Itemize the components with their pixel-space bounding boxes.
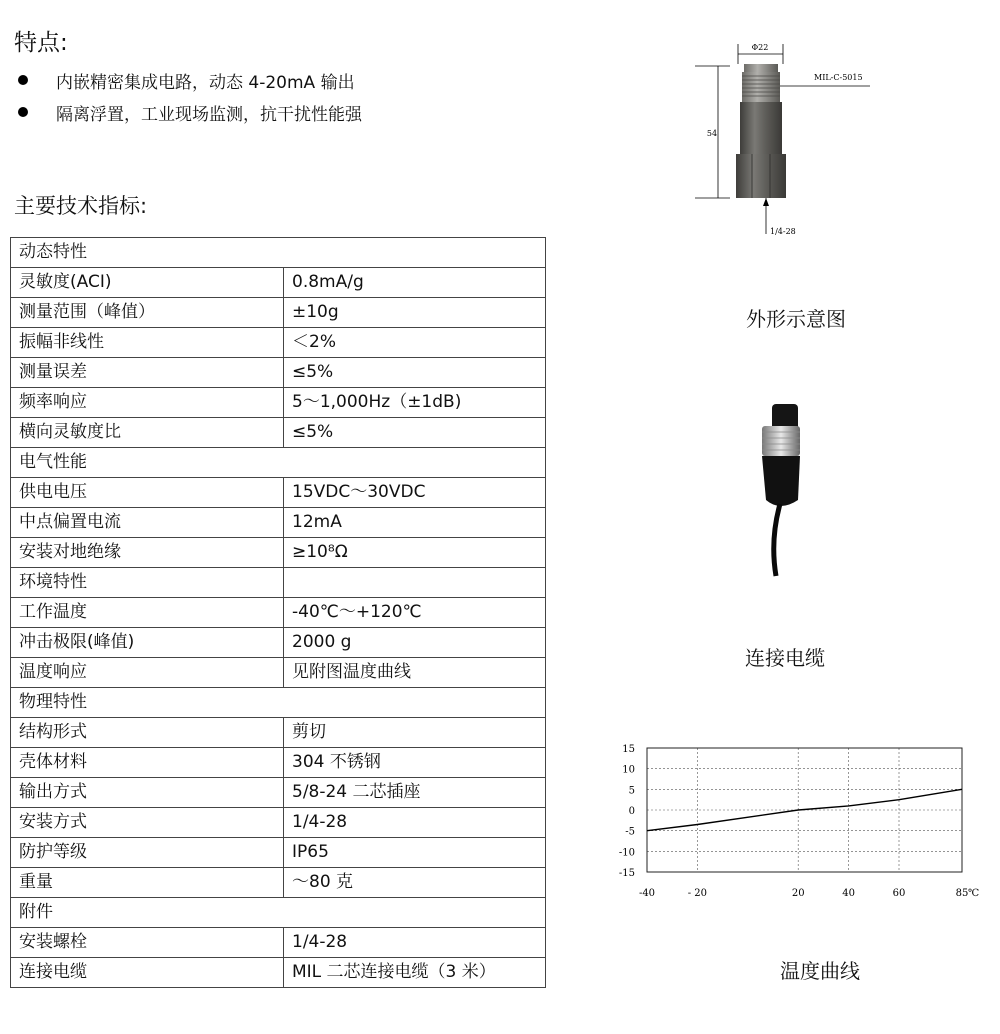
spec-value: MIL 二芯连接电缆（3 米）	[284, 958, 546, 988]
bullet-dot-icon	[18, 107, 28, 117]
x-tick-label: 40	[842, 888, 855, 899]
spec-section-row	[11, 688, 546, 718]
connector-thread	[742, 72, 780, 102]
y-tick-label: 10	[622, 764, 635, 776]
spec-key: 安装螺栓	[11, 928, 284, 958]
series-line	[647, 789, 962, 830]
spec-key: 测量范围（峰值）	[11, 298, 284, 328]
spec-key: 工作温度	[11, 598, 284, 628]
spec-key: 供电电压	[11, 478, 284, 508]
spec-row	[11, 388, 546, 418]
x-tick-label: 20	[791, 888, 805, 899]
spec-value: -40℃～+120℃	[284, 598, 546, 628]
y-tick-label: -10	[618, 847, 635, 859]
cable-caption: 连接电缆	[745, 646, 825, 670]
spec-value	[284, 568, 546, 598]
spec-value: 304 不锈钢	[284, 748, 546, 778]
spec-value: ～80 克	[284, 868, 546, 898]
connector-label: MIL-C-5015	[814, 73, 863, 82]
spec-row	[11, 838, 546, 868]
spec-key: 安装对地绝缘	[11, 538, 284, 568]
x-tick-label: - 20	[687, 888, 708, 899]
spec-row	[11, 868, 546, 898]
spec-value: 见附图温度曲线	[284, 658, 546, 688]
specs-title: 主要技术指标:	[14, 194, 148, 218]
spec-row	[11, 508, 546, 538]
spec-section-row	[11, 448, 546, 478]
spec-row	[11, 418, 546, 448]
spec-key: 冲击极限(峰值)	[11, 628, 284, 658]
spec-value: 剪切	[284, 718, 546, 748]
spec-value: ±10g	[284, 298, 546, 328]
spec-row	[11, 268, 546, 298]
spec-value: ＜2%	[284, 328, 546, 358]
spec-section-label: 物理特性	[11, 688, 546, 718]
spec-value: 2000 g	[284, 628, 546, 658]
temp-curve-caption: 温度曲线	[780, 959, 860, 983]
spec-value: 0.8mA/g	[284, 268, 546, 298]
spec-section-row	[11, 238, 546, 268]
spec-key: 重量	[11, 868, 284, 898]
feature-item	[14, 96, 362, 128]
spec-row	[11, 628, 546, 658]
spec-table	[10, 237, 546, 988]
spec-row	[11, 808, 546, 838]
cable-image	[740, 400, 820, 580]
spec-value: IP65	[284, 838, 546, 868]
spec-key: 温度响应	[11, 658, 284, 688]
sensor-body	[740, 102, 782, 154]
spec-section-row	[11, 568, 546, 598]
spec-key: 振幅非线性	[11, 328, 284, 358]
thread-label: 1/4-28	[770, 227, 796, 236]
spec-section-label: 附件	[11, 898, 546, 928]
spec-value: 1/4-28	[284, 928, 546, 958]
y-tick-label: -15	[618, 868, 635, 879]
outline-caption: 外形示意图	[746, 307, 846, 331]
x-tick-label: 85	[955, 888, 969, 899]
spec-row	[11, 958, 546, 988]
spec-row	[11, 538, 546, 568]
spec-row	[11, 358, 546, 388]
spec-section-label: 电气性能	[11, 448, 546, 478]
spec-row	[11, 778, 546, 808]
spec-value: 5～1,000Hz（±1dB)	[284, 388, 546, 418]
spec-value: 1/4-28	[284, 808, 546, 838]
feature-list	[14, 64, 362, 128]
dim-diameter-label: Φ22	[751, 43, 769, 52]
spec-key: 输出方式	[11, 778, 284, 808]
cable-knurled-nut	[762, 426, 800, 456]
spec-key: 灵敏度(ACI)	[11, 268, 284, 298]
features-title: 特点:	[14, 30, 68, 56]
bullet-dot-icon	[18, 75, 28, 85]
connector-cap	[744, 64, 778, 72]
spec-section-label: 环境特性	[11, 568, 284, 598]
spec-row	[11, 658, 546, 688]
spec-key: 结构形式	[11, 718, 284, 748]
spec-key: 防护等级	[11, 838, 284, 868]
spec-row	[11, 718, 546, 748]
y-tick-label: 0	[628, 806, 635, 817]
y-tick-label: -5	[625, 826, 635, 838]
spec-value: 15VDC～30VDC	[284, 478, 546, 508]
spec-value: ≤5%	[284, 418, 546, 448]
feature-item	[14, 64, 362, 96]
spec-row	[11, 748, 546, 778]
spec-key: 频率响应	[11, 388, 284, 418]
spec-row	[11, 298, 546, 328]
spec-key: 安装方式	[11, 808, 284, 838]
spec-section-label: 动态特性	[11, 238, 546, 268]
spec-row	[11, 928, 546, 958]
outline-drawing	[690, 36, 880, 246]
spec-row	[11, 598, 546, 628]
spec-key: 壳体材料	[11, 748, 284, 778]
spec-value: 5/8-24 二芯插座	[284, 778, 546, 808]
spec-value: ≥10⁸Ω	[284, 538, 546, 568]
spec-row	[11, 478, 546, 508]
spec-value: ≤5%	[284, 358, 546, 388]
spec-section-row	[11, 898, 546, 928]
spec-key: 连接电缆	[11, 958, 284, 988]
x-tick-label: 60	[892, 888, 906, 899]
temperature-chart	[612, 738, 982, 903]
sensor-hex-base	[736, 154, 786, 198]
spec-key: 测量误差	[11, 358, 284, 388]
y-tick-label: 5	[628, 785, 635, 797]
y-tick-label: 15	[622, 744, 635, 755]
cable-wire	[774, 504, 780, 576]
cable-boot	[762, 456, 800, 506]
feature-text: 隔离浮置，工业现场监测，抗干扰性能强	[56, 104, 362, 125]
spec-row	[11, 328, 546, 358]
x-unit-label: ℃	[968, 888, 980, 899]
spec-key: 横向灵敏度比	[11, 418, 284, 448]
spec-key: 中点偏置电流	[11, 508, 284, 538]
feature-text: 内嵌精密集成电路，动态 4-20mA 输出	[56, 72, 355, 93]
dim-height-label: 54	[706, 129, 718, 138]
spec-value: 12mA	[284, 508, 546, 538]
x-tick-label: -40	[638, 888, 656, 899]
